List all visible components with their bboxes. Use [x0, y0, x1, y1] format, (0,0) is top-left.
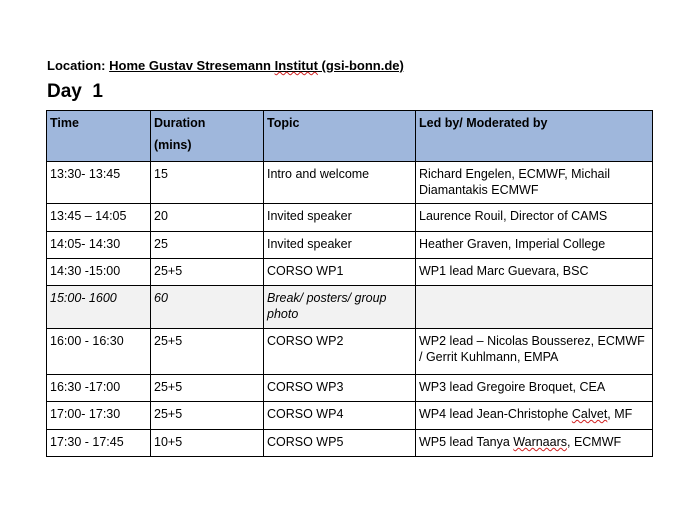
- led-by-spellcheck: Warnaars: [513, 435, 567, 449]
- cell-led-by: [416, 430, 653, 457]
- table-row: [47, 162, 653, 204]
- cell-led-by: Heather Graven, Imperial College: [416, 232, 653, 259]
- table-row: [47, 329, 653, 375]
- cell-time: 17:00- 17:30: [47, 402, 151, 430]
- cell-duration: 25+5: [151, 402, 264, 430]
- table-row: [47, 430, 653, 457]
- day-heading: Day 1: [47, 81, 103, 102]
- cell-time: 14:30 -15:00: [47, 259, 151, 286]
- cell-time: 13:45 – 14:05: [47, 204, 151, 232]
- cell-duration: 25+5: [151, 259, 264, 286]
- header-time: Time: [47, 111, 151, 162]
- cell-duration: 60: [151, 286, 264, 329]
- venue-link[interactable]: [109, 58, 404, 73]
- table-row: [47, 402, 653, 430]
- cell-led-by: [416, 402, 653, 430]
- led-by-text: WP5 lead Tanya: [419, 435, 514, 449]
- header-duration: [151, 111, 264, 162]
- cell-led-by: Richard Engelen, ECMWF, Michail Diamantakis ECMWF: [416, 162, 653, 204]
- table-header-row: [47, 111, 653, 162]
- cell-led-by: Laurence Rouil, Director of CAMS: [416, 204, 653, 232]
- cell-topic: CORSO WP4: [264, 402, 416, 430]
- cell-led-by: WP2 lead – Nicolas Bousserez, ECMWF / Gerrit Kuhlmann, EMPA: [416, 329, 653, 375]
- led-by-spellcheck: Calvet: [571, 407, 608, 421]
- cell-duration: 15: [151, 162, 264, 204]
- header-duration-line2: (mins): [154, 138, 192, 152]
- led-by-text: , ECMWF: [567, 435, 622, 449]
- cell-topic: Break/ posters/ group photo: [264, 286, 416, 329]
- cell-time: 14:05- 14:30: [47, 232, 151, 259]
- table-row-break: [47, 286, 653, 329]
- cell-topic: CORSO WP2: [264, 329, 416, 375]
- table-row: [47, 232, 653, 259]
- venue-name-part: Home Gustav Stresemann: [109, 58, 275, 73]
- table-row: [47, 204, 653, 232]
- cell-time: 16:30 -17:00: [47, 375, 151, 402]
- header-led-by: Led by/ Moderated by: [416, 111, 653, 162]
- agenda-table: [46, 110, 653, 457]
- location-label: Location:: [47, 58, 106, 73]
- cell-topic: Invited speaker: [264, 232, 416, 259]
- header-topic: Topic: [264, 111, 416, 162]
- cell-led-by: WP3 lead Gregoire Broquet, CEA: [416, 375, 653, 402]
- cell-topic: Invited speaker: [264, 204, 416, 232]
- cell-time: 17:30 - 17:45: [47, 430, 151, 457]
- table-row: [47, 375, 653, 402]
- cell-duration: 20: [151, 204, 264, 232]
- cell-topic: CORSO WP3: [264, 375, 416, 402]
- venue-domain: (gsi-bonn.de): [317, 58, 404, 73]
- table-row: [47, 259, 653, 286]
- location-line: [47, 58, 404, 73]
- led-by-text: WP4 lead Jean-Christophe: [419, 407, 572, 421]
- cell-duration: 25+5: [151, 329, 264, 375]
- cell-led-by: WP1 lead Marc Guevara, BSC: [416, 259, 653, 286]
- cell-topic: CORSO WP5: [264, 430, 416, 457]
- cell-topic: Intro and welcome: [264, 162, 416, 204]
- cell-topic: CORSO WP1: [264, 259, 416, 286]
- cell-duration: 25+5: [151, 375, 264, 402]
- cell-duration: 10+5: [151, 430, 264, 457]
- cell-duration: 25: [151, 232, 264, 259]
- cell-time: 13:30- 13:45: [47, 162, 151, 204]
- venue-name-spellcheck: Institut: [274, 58, 318, 73]
- cell-led-by: [416, 286, 653, 329]
- header-duration-line1: Duration: [154, 116, 206, 130]
- cell-time: 16:00 - 16:30: [47, 329, 151, 375]
- cell-time: 15:00- 1600: [47, 286, 151, 329]
- led-by-text: , MF: [607, 407, 633, 421]
